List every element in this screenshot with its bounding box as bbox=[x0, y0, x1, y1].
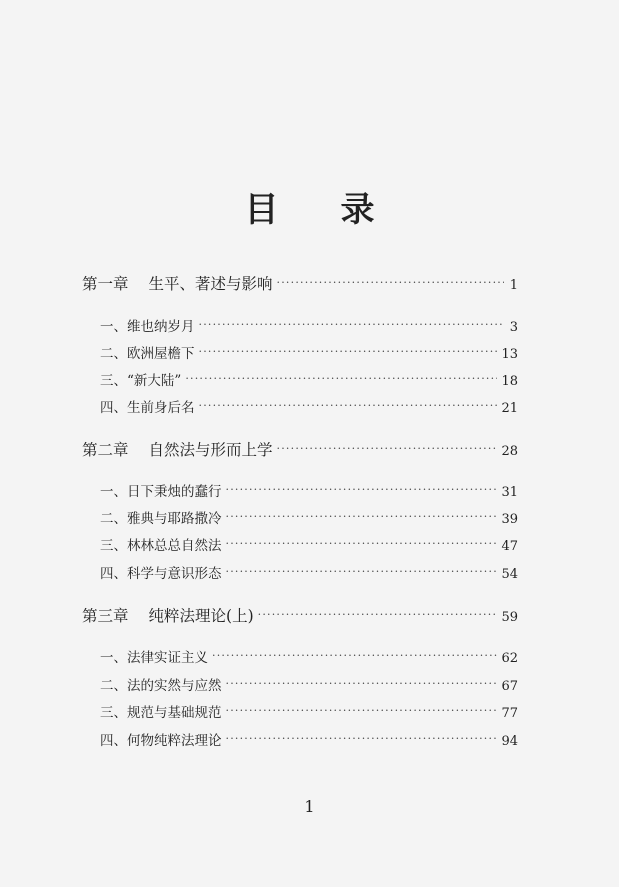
section-entry[interactable] bbox=[100, 369, 518, 389]
page-number: 31 bbox=[501, 485, 518, 500]
leader-dots bbox=[226, 510, 498, 523]
section-entry[interactable] bbox=[100, 315, 518, 335]
section-title: 二、雅典与耶路撒冷 bbox=[100, 511, 222, 527]
chapter-entry-1[interactable] bbox=[82, 272, 518, 294]
section-title: 二、欧洲屋檐下 bbox=[100, 346, 195, 362]
chapter-title: 自然法与形而上学 bbox=[148, 441, 273, 459]
page-folio: 1 bbox=[304, 797, 315, 816]
leader-dots bbox=[185, 372, 497, 385]
section-entry[interactable] bbox=[100, 480, 518, 500]
leader-dots bbox=[199, 345, 498, 358]
section-entry[interactable] bbox=[100, 729, 518, 749]
toc-title-char-2: 录 bbox=[340, 190, 375, 230]
chapter-title: 纯粹法理论(上) bbox=[148, 607, 254, 625]
section-title: 三、“新大陆” bbox=[100, 373, 182, 389]
toc-title-char-1: 目 bbox=[244, 190, 279, 230]
section-title: 一、维也纳岁月 bbox=[100, 319, 195, 335]
chapter-number: 第一章 bbox=[82, 275, 129, 293]
section-title: 一、日下秉烛的蠢行 bbox=[100, 484, 222, 500]
chapter-heading bbox=[82, 604, 254, 626]
section-entry[interactable] bbox=[100, 396, 518, 416]
leader-dots bbox=[226, 732, 498, 745]
section-title: 四、何物纯粹法理论 bbox=[100, 733, 222, 749]
leader-dots bbox=[226, 537, 498, 550]
section-title: 一、法律实证主义 bbox=[100, 650, 208, 666]
chapter-number: 第三章 bbox=[82, 607, 129, 625]
leader-dots bbox=[199, 399, 498, 412]
section-title: 三、林林总总自然法 bbox=[100, 538, 222, 554]
toc-title bbox=[0, 182, 619, 231]
page-number: 94 bbox=[501, 734, 518, 749]
chapter-heading bbox=[82, 272, 273, 294]
section-entry[interactable] bbox=[100, 507, 518, 527]
page-number: 28 bbox=[501, 444, 518, 459]
leader-dots bbox=[226, 677, 498, 690]
page-number: 62 bbox=[501, 651, 518, 666]
section-entry[interactable] bbox=[100, 701, 518, 721]
section-entry[interactable] bbox=[100, 674, 518, 694]
leader-dots bbox=[277, 442, 498, 455]
chapter-title: 生平、著述与影响 bbox=[148, 275, 273, 293]
page-number: 59 bbox=[501, 610, 518, 625]
page-number: 77 bbox=[501, 706, 518, 721]
page-number: 67 bbox=[501, 679, 518, 694]
page-number: 39 bbox=[501, 512, 518, 527]
page-number: 21 bbox=[501, 401, 518, 416]
leader-dots bbox=[258, 608, 498, 621]
leader-dots bbox=[226, 704, 498, 717]
section-entry[interactable] bbox=[100, 646, 518, 666]
page-number: 1 bbox=[509, 278, 518, 293]
leader-dots bbox=[212, 649, 497, 662]
chapter-number: 第二章 bbox=[82, 441, 129, 459]
chapter-entry-3[interactable] bbox=[82, 604, 518, 626]
section-entry[interactable] bbox=[100, 562, 518, 582]
leader-dots bbox=[226, 483, 498, 496]
section-entry[interactable] bbox=[100, 534, 518, 554]
section-title: 二、法的实然与应然 bbox=[100, 678, 222, 694]
leader-dots bbox=[226, 565, 498, 578]
leader-dots bbox=[199, 318, 505, 331]
page-number: 18 bbox=[501, 374, 518, 389]
section-title: 四、生前身后名 bbox=[100, 400, 195, 416]
page-number: 13 bbox=[501, 347, 518, 362]
page-number: 54 bbox=[501, 567, 518, 582]
leader-dots bbox=[277, 276, 504, 289]
section-title: 四、科学与意识形态 bbox=[100, 566, 222, 582]
page-number: 47 bbox=[501, 539, 518, 554]
section-title: 三、规范与基础规范 bbox=[100, 705, 222, 721]
page-number: 3 bbox=[509, 320, 518, 335]
chapter-entry-2[interactable] bbox=[82, 438, 518, 460]
section-entry[interactable] bbox=[100, 342, 518, 362]
chapter-heading bbox=[82, 438, 273, 460]
